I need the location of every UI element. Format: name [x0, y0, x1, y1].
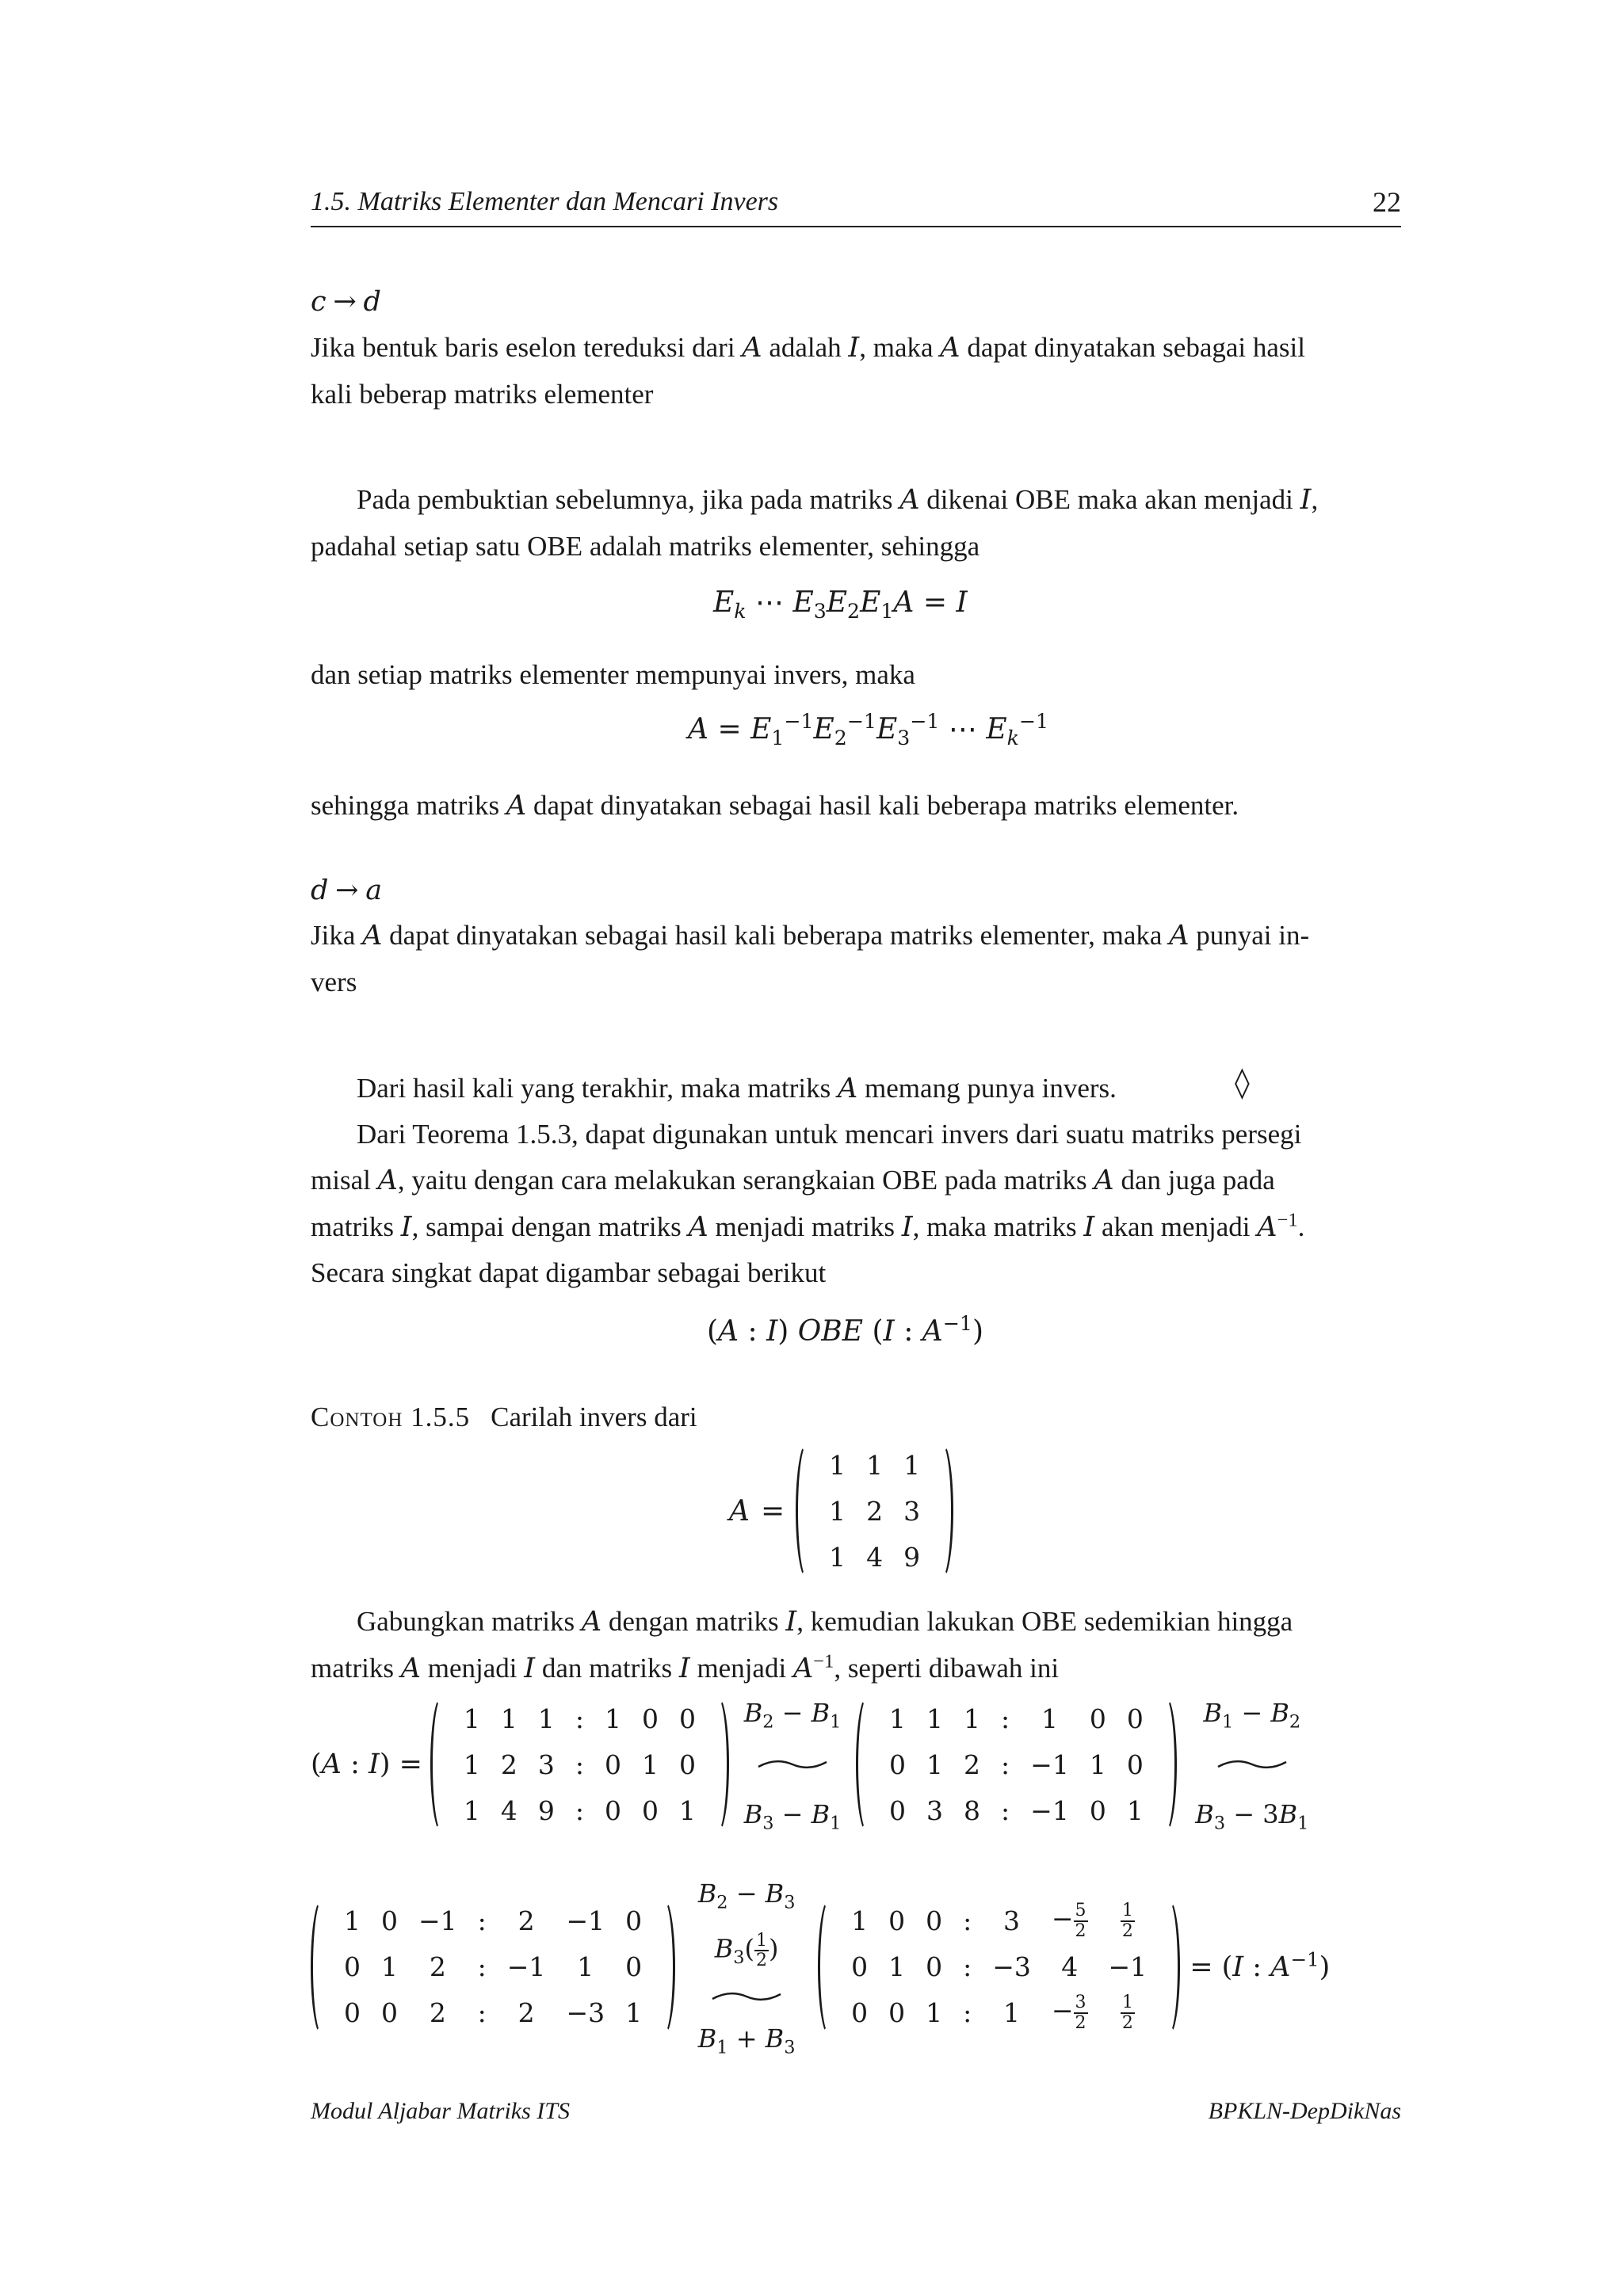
- case-label-cd: c → d: [311, 286, 381, 318]
- final-matrix-table: 1 0 0 : 3 − $\frac{5}{2}$ $\frac{1}{2}$ 0 1 0 : −3 4 −1 0 0 1 : 1 − $\frac{3}{2}$ $\frac{1}{2}$: [851, 1901, 1148, 2033]
- matrix-cell: 9: [903, 1541, 921, 1573]
- reduction-row-2: [311, 1878, 1330, 2056]
- augmented-matrix-2: [856, 1695, 1177, 1833]
- matrix-table: [334, 1898, 652, 2036]
- matrix-row: [879, 1787, 1154, 1833]
- proof-cd-conclusion: sehingga matriks A dapat dinyatakan sebagai hasil kali beberapa matriks elementer.: [311, 790, 1239, 822]
- row-ops-1: [729, 1697, 856, 1832]
- matrix-cell: 1: [463, 1703, 480, 1734]
- proof-cd-paragraph: Pada pembuktian sebelumnya, jika pada matriks A dikenai OBE maka akan menjadi I, padahal setiap satu OBE adalah matriks elementer, sehingga: [311, 484, 1319, 562]
- matrix-cell: 0: [625, 1905, 643, 1936]
- matrix-row: [879, 1741, 1154, 1787]
- method-paragraph: Dari Teorema 1.5.3, dapat digunakan untuk mencari invers dari suatu matriks persegi misal A, yaitu dengan cara melakukan serangkaian OBE pada matriks A dan juga pada matriks I, sampai dengan matriks A menjadi matriks I, maka matriks I akan menjadi $A^{-1}$. Secara singkat dapat digambar sebagai berikut: [311, 1119, 1305, 1289]
- matrix-cell: 1: [577, 1951, 594, 1982]
- matrix-cell: 2: [866, 1495, 884, 1527]
- matrix-cell: 9: [537, 1794, 555, 1826]
- row-op-text: $B_3 - 3B_1$: [1195, 1799, 1309, 1834]
- matrix-table: [819, 1442, 930, 1580]
- proof-cd-text-2: dan setiap matriks elementer mempunyai invers, maka: [311, 659, 915, 690]
- matrix-cell: 1: [926, 1749, 944, 1780]
- matrix-cell: 0: [1126, 1749, 1144, 1780]
- row-ops-2: [1177, 1697, 1327, 1832]
- matrix-cell: 1: [463, 1794, 480, 1826]
- matrix-cell: 1: [829, 1495, 846, 1527]
- matrix-cell: 2: [429, 1997, 446, 2028]
- matrix-cell: 0: [625, 1951, 643, 1982]
- matrix-cell: 1: [866, 1449, 884, 1481]
- result-identity-inverse: = (I : $A^{-1}$): [1190, 1947, 1331, 1983]
- matrix-cell: 1: [1089, 1749, 1106, 1780]
- matrix-row: [453, 1695, 706, 1741]
- equation-product-identity: $E_k$ ⋯ $E_3E_2E_1A = I$: [713, 586, 968, 624]
- matrix-cell: 8: [964, 1794, 981, 1826]
- matrix-row: [819, 1534, 930, 1580]
- matrix-cell: 1: [1041, 1703, 1058, 1734]
- matrix-row: [453, 1741, 706, 1787]
- case-statement-da: Jika A dapat dinyatakan sebagai hasil kali beberapa matriks elementer, maka A punyai in- vers: [311, 920, 1310, 997]
- example-heading: Contoh 1.5.5 Carilah invers dari: [311, 1402, 697, 1432]
- matrix-cell: 1: [679, 1794, 697, 1826]
- matrix-cell: :: [575, 1794, 585, 1826]
- tilde-arrow-icon: [757, 1759, 828, 1770]
- matrix-cell: 1: [625, 1997, 643, 2028]
- proof-da-text: Dari hasil kali yang terakhir, maka matriks A memang punya invers.: [357, 1073, 1117, 1104]
- matrix-cell: 0: [679, 1749, 697, 1780]
- matrix-row: [334, 1898, 652, 1944]
- header-rule: [311, 226, 1401, 227]
- matrix-cell: 1: [903, 1449, 921, 1481]
- matrix-table: [879, 1695, 1154, 1833]
- matrix-cell: 1: [605, 1703, 622, 1734]
- row-op-text: $B_2 - B_1$: [743, 1698, 842, 1733]
- matrix-cell: 3: [537, 1749, 555, 1780]
- matrix-cell: −1: [418, 1905, 457, 1936]
- qed-diamond-icon: ◊: [1235, 1065, 1250, 1100]
- matrix-cell: 2: [429, 1951, 446, 1982]
- matrix-cell: −1: [566, 1905, 605, 1936]
- matrix-cell: 0: [642, 1794, 659, 1826]
- matrix-cell: 0: [1089, 1794, 1106, 1826]
- matrix-cell: 0: [642, 1703, 659, 1734]
- matrix-cell: 0: [889, 1749, 907, 1780]
- matrix-cell: :: [477, 1951, 487, 1982]
- matrix-cell: 0: [344, 1997, 361, 2028]
- case-statement-cd: Jika bentuk baris eselon tereduksi dari A adalah I, maka A dapat dinyatakan sebagai hasil kali beberap matriks elementer: [311, 332, 1305, 410]
- reduction-row-1: (A : I) = 1 1 1 : 1 0 0 1 2 3 : 0 1 0 1 4 9 : 0 0 1 $B_2 - B_1$ $B_3 - B_1$ 1 1 1 : 1 0 0 0 1 2 : −1 1 0 0 3 8 : −1 0 1 $B_1 - B_2$ $B_3 - 3B_1$: [311, 1695, 1327, 1833]
- matrix-cell: 2: [517, 1997, 535, 2028]
- running-header-title: 1.5. Matriks Elementer dan Mencari Invers: [311, 187, 779, 216]
- matrix-cell: 4: [500, 1794, 517, 1826]
- matrix-cell: −1: [506, 1951, 546, 1982]
- matrix-cell: 1: [926, 1703, 944, 1734]
- matrix-cell: :: [1001, 1794, 1010, 1826]
- matrix-cell: :: [1001, 1749, 1010, 1780]
- matrix-row: [819, 1442, 930, 1488]
- page-number: 22: [1373, 186, 1401, 218]
- matrix-cell: −1: [1030, 1749, 1069, 1780]
- footer-right: BPKLN-DepDikNas: [1208, 2098, 1401, 2124]
- equation-inverse-product: $A = E_1^{-1}E_2^{-1}E_3^{-1}$ ⋯ $E_k^{-1}$: [688, 710, 1048, 750]
- matrix-cell: 1: [829, 1449, 846, 1481]
- matrix-cell: 0: [605, 1749, 622, 1780]
- matrix-row: [334, 1944, 652, 1990]
- matrix-A: [796, 1442, 953, 1580]
- matrix-cell: :: [575, 1749, 585, 1780]
- matrix-cell: 2: [500, 1749, 517, 1780]
- matrix-cell: 4: [866, 1541, 884, 1573]
- row-ops-3: [675, 1878, 818, 2056]
- augmented-matrix-3: [311, 1898, 675, 2036]
- row-op-text: $B_1 - B_2$: [1203, 1698, 1301, 1733]
- matrix-cell: 0: [381, 1997, 398, 2028]
- matrix-cell: 1: [344, 1905, 361, 1936]
- row-op-text: $B_3$( $\frac{1}{2}$ ): [714, 1931, 779, 1971]
- row-op-text: $B_1 + B_3$: [697, 2023, 796, 2058]
- matrix-cell: :: [1001, 1703, 1010, 1734]
- row-op-text: $B_2 - B_3$: [697, 1878, 796, 1913]
- matrix-row: [453, 1787, 706, 1833]
- augmented-matrix-1: [430, 1695, 729, 1833]
- matrix-cell: 3: [903, 1495, 921, 1527]
- matrix-cell: 1: [537, 1703, 555, 1734]
- matrix-cell: 0: [889, 1794, 907, 1826]
- matrix-cell: 1: [889, 1703, 907, 1734]
- matrix-cell: 1: [964, 1703, 981, 1734]
- matrix-cell: 2: [964, 1749, 981, 1780]
- matrix-cell: 0: [1089, 1703, 1106, 1734]
- augmented-matrix-final: [818, 1898, 1180, 2036]
- case-label-da: d → a: [311, 875, 383, 906]
- matrix-cell: 1: [829, 1541, 846, 1573]
- matrix-table: [453, 1695, 706, 1833]
- matrix-cell: 3: [926, 1794, 944, 1826]
- matrix-cell: 0: [605, 1794, 622, 1826]
- matrix-cell: −3: [566, 1997, 605, 2028]
- matrix-cell: 1: [463, 1749, 480, 1780]
- matrix-cell: 0: [1126, 1703, 1144, 1734]
- matrix-cell: :: [477, 1997, 487, 2028]
- matrix-row: [334, 1990, 652, 2036]
- matrix-row: [879, 1695, 1154, 1741]
- matrix-cell: 0: [344, 1951, 361, 1982]
- matrix-cell: 1: [381, 1951, 398, 1982]
- matrix-row: [819, 1488, 930, 1534]
- matrix-cell: :: [575, 1703, 585, 1734]
- footer-left: Modul Aljabar Matriks ITS: [311, 2098, 570, 2124]
- matrix-cell: 0: [381, 1905, 398, 1936]
- matrix-cell: 2: [517, 1905, 535, 1936]
- combine-paragraph: Gabungkan matriks A dengan matriks I, kemudian lakukan OBE sedemikian hingga matriks A menjadi I dan matriks I menjadi $A^{-1}$, seperti dibawah ini: [311, 1606, 1293, 1684]
- matrix-A-definition: A = 1 1 1 1 2 3 1 4 9: [729, 1442, 953, 1580]
- matrix-cell: −1: [1030, 1794, 1069, 1826]
- matrix-cell: 0: [679, 1703, 697, 1734]
- matrix-cell: :: [477, 1905, 487, 1936]
- matrix-cell: 1: [500, 1703, 517, 1734]
- row-op-text: $B_3 - B_1$: [743, 1799, 842, 1834]
- matrix-cell: 1: [642, 1749, 659, 1780]
- tilde-arrow-icon: [1216, 1759, 1288, 1770]
- matrix-cell: 1: [1126, 1794, 1144, 1826]
- scheme-obe: (A : I) OBE (I : $A^{-1}$): [707, 1312, 983, 1348]
- tilde-arrow-icon: [711, 1991, 782, 2002]
